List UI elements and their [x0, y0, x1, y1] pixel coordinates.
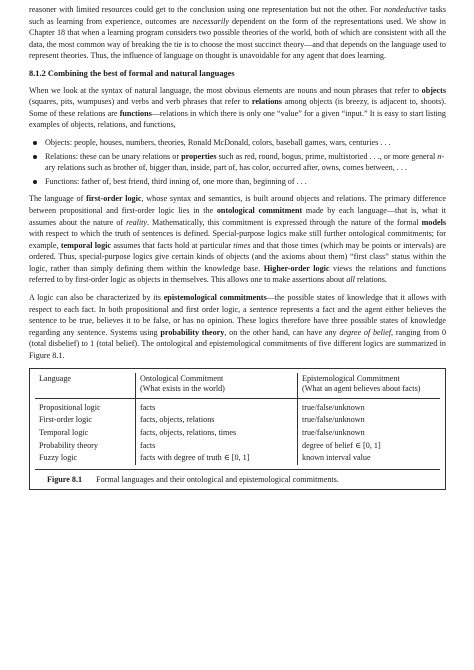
table-header-row [35, 373, 440, 399]
bullet-functions: Functions: father of, best friend, third inning of, one more than, beginning of . . . [29, 176, 446, 188]
table-row: Probability theory facts degree of belief ∈ [0, 1] [35, 440, 440, 453]
bullet-relations: Relations: these can be unary relations or properties such as red, round, bogus, prime, multistoried . . ., or more general n-ary relations such as brother of, bigger than, inside, part of, has color, occurred after, owns, comes between, . . . [29, 151, 446, 174]
intro-paragraph: reasoner with limited resources could get to the conclusion using one representation but not the other. For nondeductive tasks such as learning from experience, outcomes are necessarily dependent on the form of the representations used. We show in Chapter 18 that when a learning program considers two possible theories of the world, both of which are consistent with all the data, the most common way of breaking the tie is to choose the most succinct theory—and that depends on the language used to represent theories. Thus, the influence of language on thought is unavoidable for any agent that does learning. [29, 5, 447, 61]
bullet-objects: Objects: people, houses, numbers, theories, Ronald McDonald, colors, baseball games, wars, centuries . . . [29, 137, 446, 149]
section-heading: 8.1.2 Combining the best of formal and natural languages [29, 68, 235, 78]
figure-number: Figure 8.1 [47, 474, 83, 484]
bullet-icon [33, 180, 37, 184]
table-row: First-order logic facts, objects, relations true/false/unknown [35, 414, 440, 427]
table-row: Fuzzy logic facts with degree of truth ∈ [0, 1] known interval value [35, 452, 440, 465]
table-row: Temporal logic facts, objects, relations, times true/false/unknown [35, 427, 440, 440]
header-language: Language [35, 373, 136, 399]
table-row: Propositional logic facts true/false/unknown [35, 398, 440, 414]
figure-caption [35, 469, 440, 486]
figure-caption-text: Formal languages and their ontological and epistemological commitments. [96, 474, 339, 484]
figure-8-1 [29, 368, 446, 491]
bullet-icon [33, 155, 37, 159]
paragraph-epistemological: A logic can also be characterized by its epistemological commitments—the possible states of knowledge that it allows with respect to each fact. In both propositional and first order logic, a sentence represents a fact and the agent either believes the sentence to be true, believes it to be false, or has no opinion. These logics therefore have three possible states of knowledge regarding any sentence. Systems using probability theory, on the other hand, can have any degree of belief, ranging from 0 (total disbelief) to 1 (total belief). The ontological and epistemological commitments of five different logics are summarized in Figure 8.1. [29, 293, 447, 361]
bullet-list [29, 137, 446, 187]
header-epistemological: Epistemological Commitment (What an agent believes about facts) [298, 373, 441, 399]
commitments-table [35, 373, 440, 465]
paragraph-first-order-logic: The language of first-order logic, whose syntax and semantics, is built around objects and relations. The primary difference between propositional and first-order logic lies in the ontological commitment made by each language—that is, what it assumes about the nature of reality. Mathematically, this commitment is expressed through the nature of the formal models with respect to which the truth of sentences is defined. Special-purpose logics make still further ontological commitments; for example, temporal logic assumes that facts hold at particular times and that those times (which may be points or intervals) are ordered. Thus, special-purpose logics give certain kinds of objects (and the axioms about them) “first class” status within the logic, rather than simply defining them within the knowledge base. Higher-order logic views the relations and functions referred to by first-order logic as objects in themselves. This allows one to make assertions about all relations. [29, 194, 447, 285]
header-ontological: Ontological Commitment (What exists in the world) [136, 373, 298, 399]
bullet-icon [33, 141, 37, 145]
paragraph-syntax: When we look at the syntax of natural language, the most obvious elements are nouns and noun phrases that refer to objects (squares, pits, wumpuses) and verbs and verb phrases that refer to relations among objects (is breezy, is adjacent to, shoots). Some of these relations are functions—relations in which there is only one “value” for a given “input.” It is easy to start listing examples of objects, relations, and functions, [29, 85, 446, 130]
